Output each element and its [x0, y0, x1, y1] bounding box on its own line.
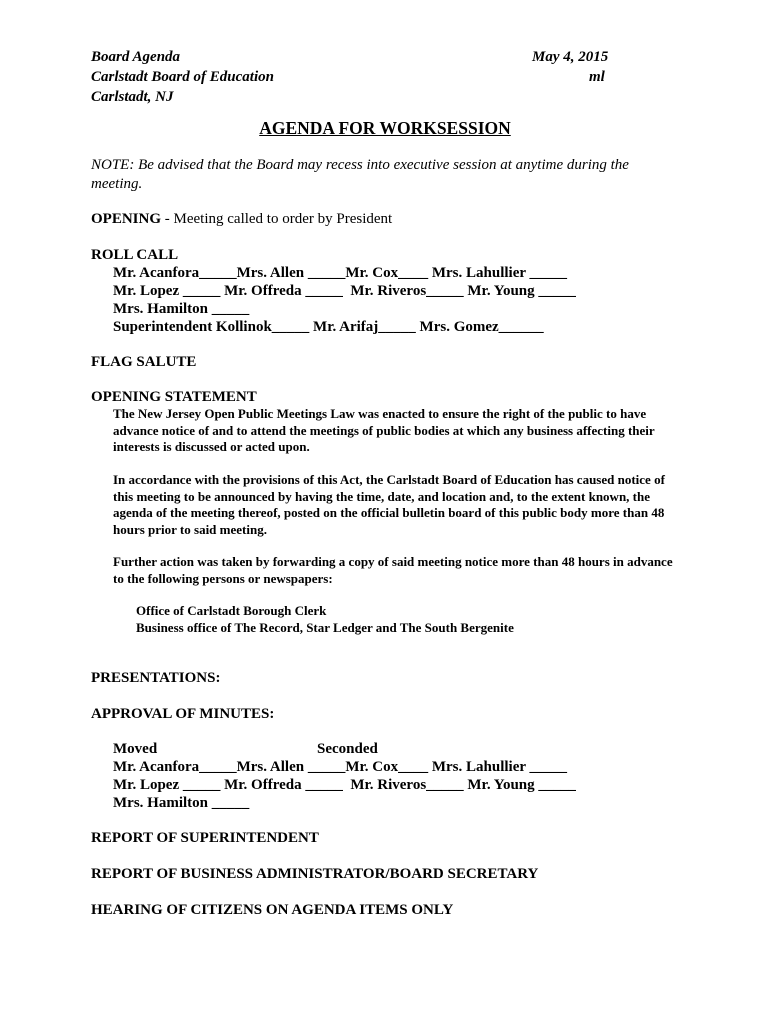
statement-paragraph	[113, 472, 688, 538]
roll-call-line: Superintendent Kollinok_____ Mr. Arifaj_____ Mrs. Gomez______	[113, 319, 544, 335]
roll-call-heading: ROLL CALL	[91, 247, 179, 263]
hearing-citizens-heading: HEARING OF CITIZENS ON AGENDA ITEMS ONLY	[91, 902, 454, 918]
header-line: Board Agenda	[91, 49, 181, 65]
statement-text: In accordance with the provisions of this Act, the Carlstadt Board of Education has caused notice of this meeting to be announced by having the time, date, and location and, to the extent known, the agenda of the meeting thereof, posted on the official bulletin board of this public body more than 48 hours prior to said meeting.	[113, 472, 665, 537]
opening-text: - Meeting called to order by President	[161, 211, 393, 227]
flag-salute-heading: FLAG SALUTE	[91, 354, 197, 370]
approval-minutes-heading: APPROVAL OF MINUTES:	[91, 706, 275, 722]
recipient-item: Office of Carlstadt Borough Clerk	[136, 603, 327, 618]
statement-text: Further action was taken by forwarding a copy of said meeting notice more than 48 hours in advance to the following persons or newspapers:	[113, 554, 673, 586]
opening-line	[91, 210, 392, 228]
statement-paragraph	[113, 406, 683, 456]
report-business-admin-heading: REPORT OF BUSINESS ADMINISTRATOR/BOARD SECRETARY	[91, 866, 539, 882]
presentations-heading: PRESENTATIONS:	[91, 670, 221, 686]
report-superintendent-heading: REPORT OF SUPERINTENDENT	[91, 830, 319, 846]
statement-paragraph	[113, 554, 683, 587]
moved-label: Moved	[113, 741, 158, 757]
header-date: May 4, 2015	[532, 49, 609, 65]
recipient-list	[136, 603, 656, 636]
note-text: NOTE: Be advised that the Board may recess into executive session at anytime during the meeting.	[91, 157, 629, 192]
opening-statement-heading: OPENING STATEMENT	[91, 389, 257, 405]
roll-call-line: Mrs. Hamilton _____	[113, 301, 250, 317]
header-initials: ml	[589, 69, 605, 85]
document-title: AGENDA FOR WORKSESSION	[259, 118, 511, 138]
roll-call-line: Mr. Lopez _____ Mr. Offreda _____ Mr. Riveros_____ Mr. Young _____	[113, 283, 576, 299]
minutes-vote-line: Mr. Lopez _____ Mr. Offreda _____ Mr. Riveros_____ Mr. Young _____	[113, 777, 576, 793]
header-line: Carlstadt Board of Education	[91, 69, 274, 85]
minutes-vote-line: Mrs. Hamilton _____	[113, 795, 250, 811]
header-left	[91, 47, 274, 107]
statement-text: The New Jersey Open Public Meetings Law was enacted to ensure the right of the public to have advance notice of and to attend the meetings of public bodies at which any business affecting their interests is discussed or acted upon.	[113, 406, 655, 454]
opening-label: OPENING	[91, 211, 162, 227]
recipient-item: Business office of The Record, Star Ledger and The South Bergenite	[136, 619, 514, 635]
header-line: Carlstadt, NJ	[91, 89, 174, 105]
seconded-label: Seconded	[317, 741, 378, 757]
minutes-vote-line: Mr. Acanfora_____Mrs. Allen _____Mr. Cox____ Mrs. Lahullier _____	[113, 759, 567, 775]
header-right	[532, 47, 608, 87]
roll-call-line: Mr. Acanfora_____Mrs. Allen _____Mr. Cox____ Mrs. Lahullier _____	[113, 265, 567, 281]
